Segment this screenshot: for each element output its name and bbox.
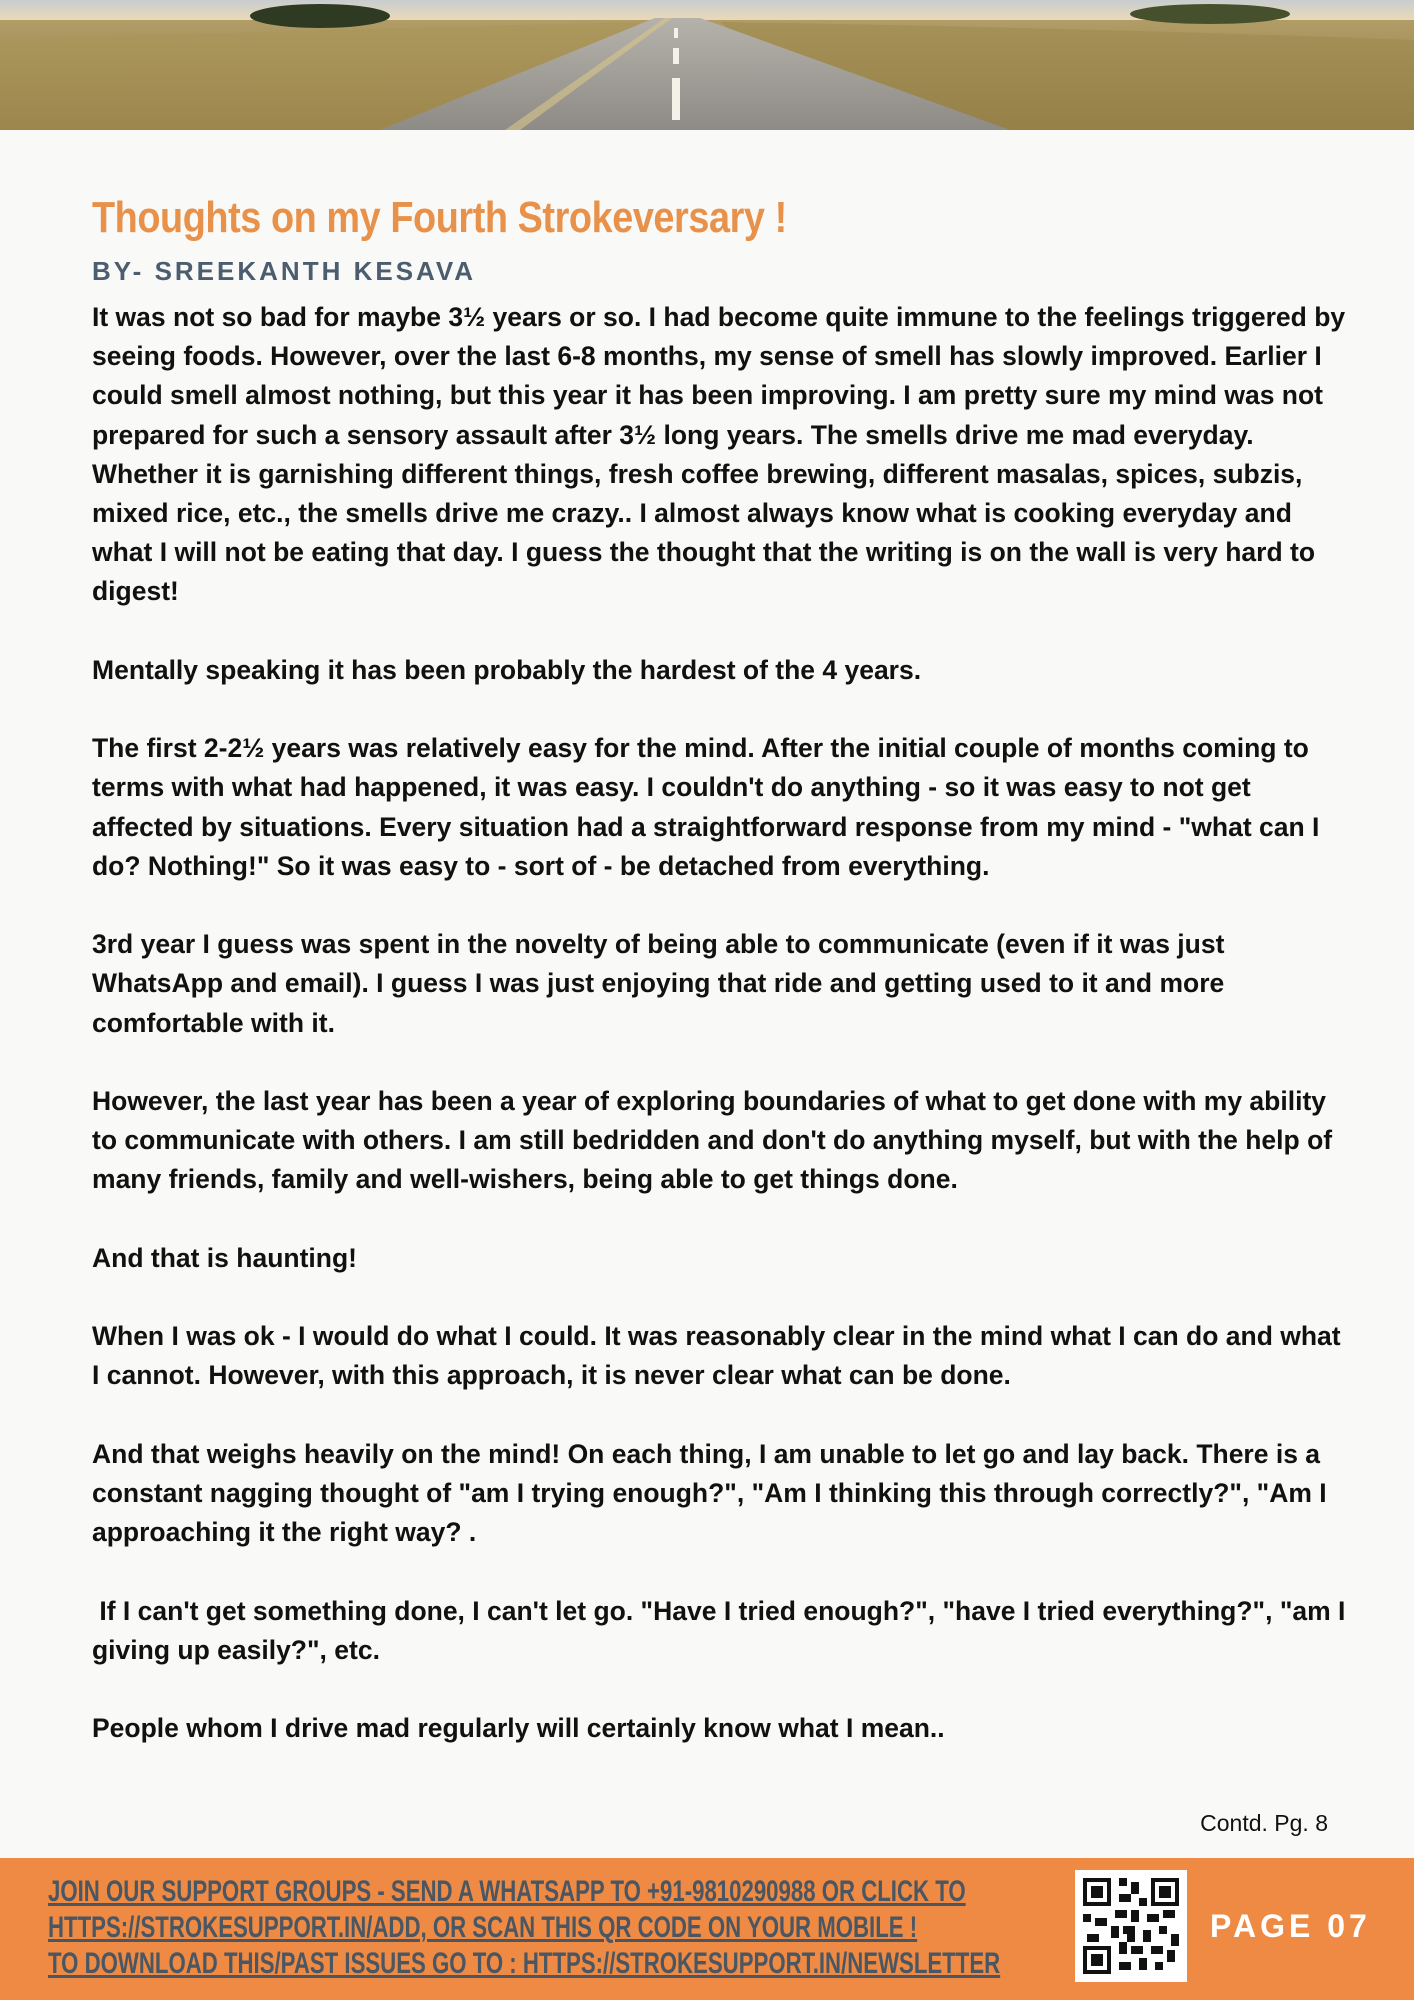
paragraph: It was not so bad for maybe 3½ years or so. I had become quite immune to the feelings triggered by seeing foods. However, over the last 6-8 months, my sense of smell has slowly improved. Earlier I could smell almost nothing, but this year it has been improving. I am pretty sure my mind was not prepared for such a sensory assault after 3½ long years. The smells drive me mad everyday. Whether it is garnishing different things, fresh coffee brewing, different masalas, spices, subzis, mixed rice, etc., the smells drive me crazy.. I almost always know what is cooking everyday and what I will not be eating that day. I guess the thought that the writing is on the wall is very hard to digest! — [92, 302, 1346, 607]
footer-bar — [0, 1858, 1414, 2000]
article-byline: BY- SREEKANTH KESAVA — [92, 256, 477, 286]
paragraph: And that weighs heavily on the mind! On each thing, I am unable to let go and lay back. There is a constant nagging thought of "am I trying enough?", "Am I thinking this through correctly?", "Am I approaching it the right way? . — [92, 1438, 1327, 1548]
article-title: Thoughts on my Fourth Strokeversary ! — [92, 193, 787, 242]
add-link[interactable]: HTTPS://STROKESUPPORT.IN/ADD, OR SCAN THIS QR CODE ON YOUR MOBILE ! — [48, 1911, 918, 1944]
paragraph: When I was ok - I would do what I could. It was reasonably clear in the mind what I can do and what I cannot. However, with this approach, it is never clear what can be done. — [92, 1321, 1341, 1391]
continued-note: Contd. Pg. 8 — [1200, 1810, 1328, 1836]
paragraph: 3rd year I guess was spent in the novelty of being able to communicate (even if it was just WhatsApp and email). I guess I was just enjoying that ride and getting used to it and more comfortable with it. — [92, 929, 1225, 1038]
article — [92, 188, 1352, 1788]
paragraph: And that is haunting! — [92, 1242, 357, 1273]
newsletter-link[interactable]: TO DOWNLOAD THIS/PAST ISSUES GO TO : HTTPS://STROKESUPPORT.IN/NEWSLETTER — [48, 1947, 1001, 1980]
paragraph: People whom I drive mad regularly will certainly know what I mean.. — [92, 1713, 945, 1744]
paragraph: If I can't get something done, I can't let go. "Have I tried enough?", "have I tried everything?", "am I giving up easily?", etc. — [92, 1595, 1353, 1665]
paragraph: The first 2-2½ years was relatively easy for the mind. After the initial couple of months coming to terms with what had happened, it was easy. I couldn't do anything - so it was easy to not get affected by situations. Every situation had a straightforward response from my mind - "what can I do? Nothing!" So it was easy to - sort of - be detached from everything. — [92, 733, 1320, 881]
article-body — [92, 298, 1352, 1748]
support-groups-link[interactable]: JOIN OUR SUPPORT GROUPS - SEND A WHATSAPP TO +91-9810290988 OR CLICK TO — [48, 1875, 966, 1908]
page-number: PAGE 07 — [1210, 1908, 1371, 1944]
paragraph: Mentally speaking it has been probably the hardest of the 4 years. — [92, 654, 922, 685]
qr-code-icon[interactable] — [1075, 1870, 1187, 1982]
footer-links — [48, 1874, 1088, 1982]
paragraph: However, the last year has been a year of exploring boundaries of what to get done with my ability to communicate with others. I am still bedridden and don't do anything myself, but with the help of many friends, family and well-wishers, being able to get things done. — [92, 1086, 1333, 1195]
header-photo — [0, 0, 1414, 130]
